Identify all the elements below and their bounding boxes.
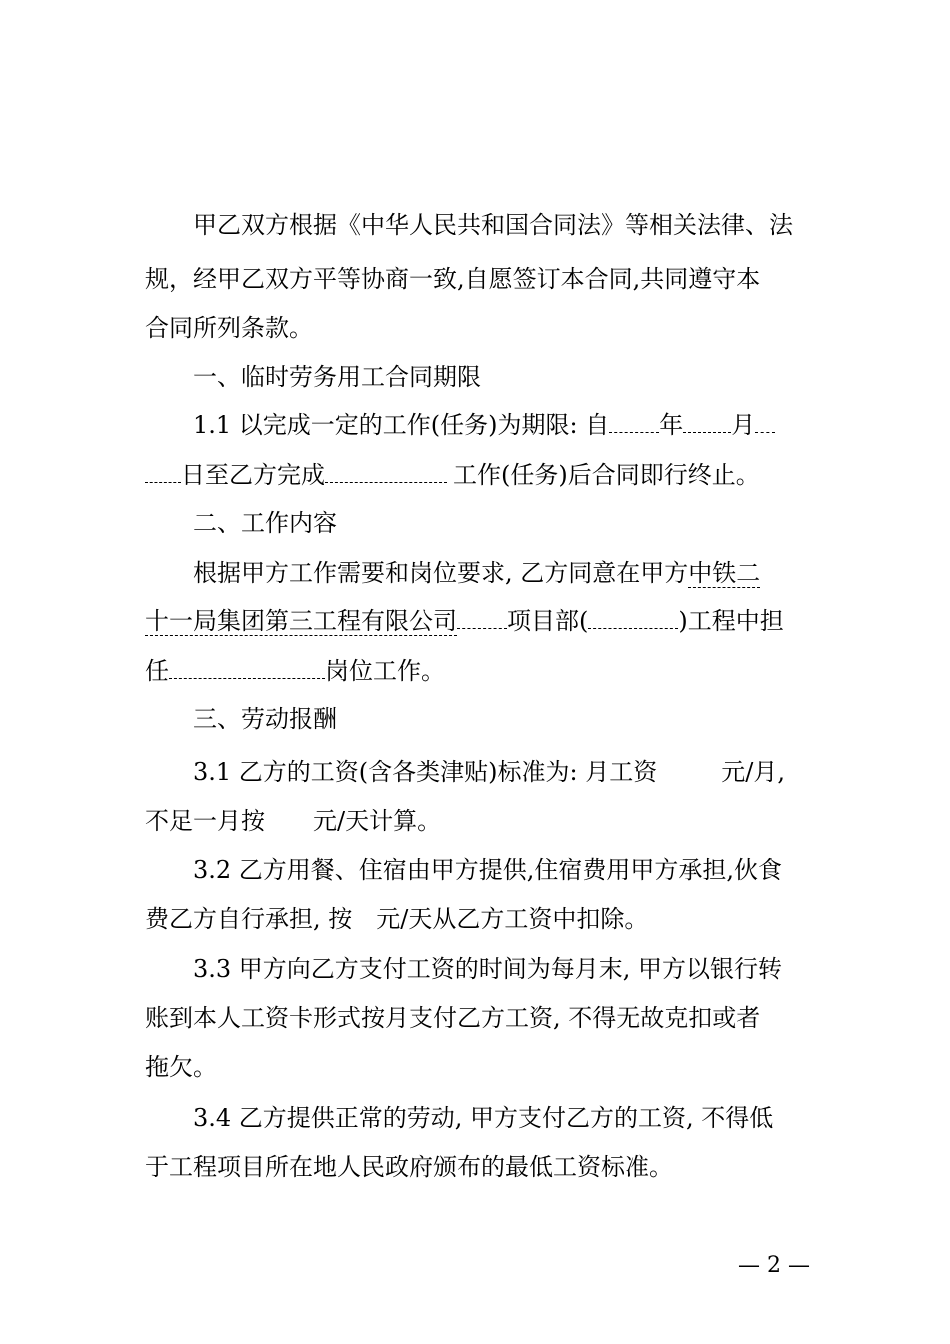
section-heading-term: 一、临时劳务用工合同期限 — [193, 363, 481, 391]
clause-3-4-line-1: 3.4 乙方提供正常的劳动, 甲方支付乙方的工资, 不得低 — [193, 1104, 774, 1132]
clause-3-4-line-2: 于工程项目所在地人民政府颁布的最低工资标准。 — [145, 1153, 673, 1181]
blank-day-start — [755, 410, 775, 433]
paragraph-intro-line-1: 甲乙双方根据《中华人民共和国合同法》等相关法律、法 — [193, 211, 793, 239]
section-heading-work-content: 二、工作内容 — [193, 509, 337, 537]
employer-name-part-2: 十一局集团第三工程有限公司 — [145, 607, 457, 635]
work-content-line-3: 任 岗位工作。 — [145, 657, 445, 685]
paragraph-intro-line-3: 合同所列条款。 — [145, 314, 313, 342]
clause-3-2-line-1: 3.2 乙方用餐、住宿由甲方提供,住宿费用甲方承担,伙食 — [193, 856, 783, 884]
work-content-line-1: 根据甲方工作需要和岗位要求, 乙方同意在甲方中铁二 — [193, 559, 761, 587]
paragraph-intro-line-2: 规，经甲乙双方平等协商一致,自愿签订本合同,共同遵守本 — [145, 265, 761, 293]
blank-day — [145, 460, 181, 483]
clause-1-1-line-2: 日至乙方完成 工作(任务)后合同即行终止。 — [0, 460, 950, 490]
blank-task — [325, 460, 447, 483]
clause-3-2-line-2: 费乙方自行承担, 按 元/天从乙方工资中扣除。 — [145, 905, 649, 933]
blank-year — [609, 410, 659, 433]
work-content-line-2: 十一局集团第三工程有限公司 项目部( )工程中担 — [145, 607, 784, 635]
employer-name-part-1: 中铁二 — [688, 559, 761, 587]
blank-project-name — [588, 606, 678, 629]
clause-3-1-line-1: 3.1 乙方的工资(含各类津贴)标准为: 月工资 元/月, — [193, 758, 785, 786]
blank-project — [457, 606, 507, 629]
clause-3-1-line-2: 不足一月按 元/天计算。 — [145, 807, 442, 835]
clause-3-3-line-3: 拖欠。 — [145, 1053, 217, 1081]
blank-position — [169, 656, 325, 679]
section-heading-remuneration: 三、劳动报酬 — [193, 705, 337, 733]
clause-1-1-line-1: 1.1 以完成一定的工作(任务)为期限: 自 年 月 — [0, 410, 950, 440]
clause-3-3-line-1: 3.3 甲方向乙方支付工资的时间为每月末, 甲方以银行转 — [193, 955, 783, 983]
blank-month — [683, 410, 731, 433]
clause-3-3-line-2: 账到本人工资卡形式按月支付乙方工资, 不得无故克扣或者 — [145, 1004, 761, 1032]
page-number: — 2 — — [738, 1253, 810, 1278]
